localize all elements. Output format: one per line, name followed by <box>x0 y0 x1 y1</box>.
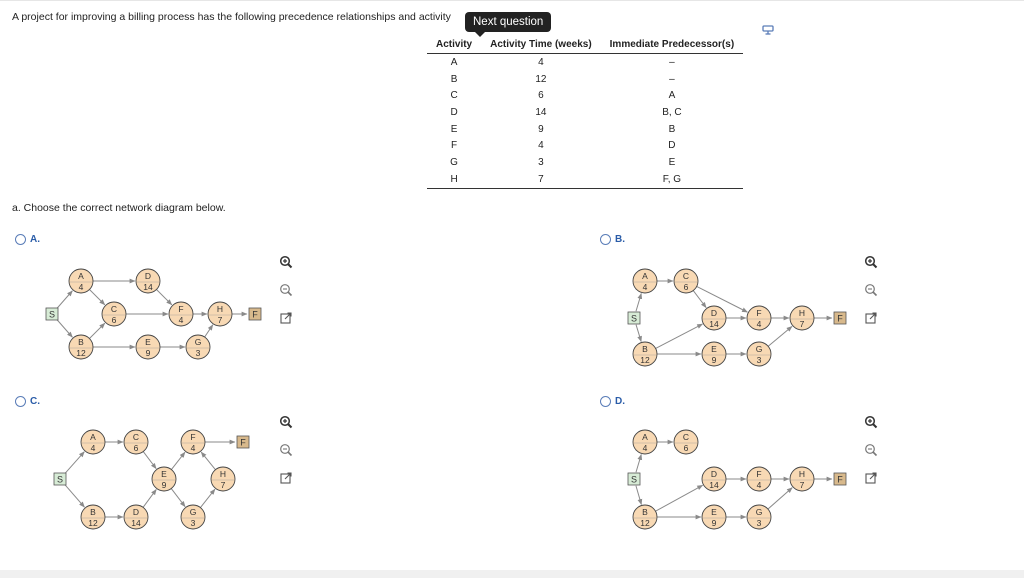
table-cell: 3 <box>538 156 544 168</box>
table-cell: 7 <box>481 171 601 188</box>
arrow-s-b <box>636 486 641 505</box>
zoom-out-icon[interactable] <box>864 443 878 457</box>
zoom-out-icon[interactable] <box>279 443 293 457</box>
start-node-label: S <box>56 474 64 485</box>
node-time-h: 7 <box>799 480 805 490</box>
table-row <box>427 104 743 121</box>
node-time-d: 14 <box>131 518 141 528</box>
column-header: Immediate Predecessor(s) <box>601 37 744 54</box>
node-time-e: 9 <box>711 518 717 528</box>
arrow-s-b <box>57 319 73 337</box>
arrow-c-e <box>143 452 156 469</box>
arrow-e-f <box>171 452 185 469</box>
node-letter-g: G <box>189 507 197 517</box>
start-node-label: S <box>630 474 638 485</box>
node-letter-e: E <box>711 507 717 517</box>
node-time-d: 14 <box>709 319 719 329</box>
network-diagram-c <box>0 415 300 540</box>
table-cell: 14 <box>535 106 547 118</box>
node-time-b: 12 <box>640 518 650 528</box>
node-time-e: 9 <box>711 355 717 365</box>
node-time-a: 4 <box>90 443 96 453</box>
node-time-g: 3 <box>195 348 201 358</box>
table-cell: – <box>669 73 675 85</box>
node-letter-f: F <box>756 469 762 479</box>
start-node-label: S <box>630 313 638 324</box>
table-cell: B <box>450 73 458 85</box>
node-time-b: 12 <box>88 518 98 528</box>
table-row <box>427 87 743 104</box>
open-external-icon[interactable] <box>864 311 878 325</box>
node-time-d: 14 <box>143 282 153 292</box>
menu-icon[interactable] <box>762 24 774 36</box>
node-letter-c: C <box>110 304 118 314</box>
network-diagram-a <box>0 250 300 380</box>
node-letter-g: G <box>755 344 763 354</box>
arrow-g-h <box>768 488 792 509</box>
node-time-g: 3 <box>756 355 762 365</box>
node-letter-b: B <box>642 344 648 354</box>
table-cell: D <box>668 140 676 152</box>
node-letter-h: H <box>219 469 227 479</box>
node-time-f: 4 <box>190 443 196 453</box>
table-cell: D <box>450 106 458 118</box>
zoom-in-icon[interactable] <box>279 415 293 429</box>
question-prompt: A project for improving a billing process has the following precedence relationships and activity <box>12 11 451 23</box>
node-letter-a: A <box>90 432 96 442</box>
diagram-a-tools <box>279 255 295 339</box>
node-letter-c: C <box>132 432 140 442</box>
node-time-h: 7 <box>220 480 226 490</box>
table-cell: G <box>450 156 458 168</box>
node-time-c: 6 <box>683 282 689 292</box>
arrow-d-e <box>143 489 156 507</box>
table-row <box>427 137 743 154</box>
node-time-e: 9 <box>145 348 151 358</box>
diagram-b-tools <box>864 255 880 339</box>
node-letter-a: A <box>78 271 84 281</box>
node-letter-c: C <box>682 271 690 281</box>
arrow-b-d <box>656 485 703 511</box>
arrow-s-a <box>57 291 73 309</box>
table-cell: F <box>451 140 458 152</box>
node-time-h: 7 <box>799 319 805 329</box>
option-c-label: C. <box>30 396 40 407</box>
node-letter-a: A <box>642 271 648 281</box>
option-d-label: D. <box>615 396 625 407</box>
node-letter-g: G <box>194 337 202 347</box>
radio-circle[interactable] <box>15 234 26 245</box>
zoom-out-icon[interactable] <box>279 283 293 297</box>
table-cell: B <box>668 123 676 135</box>
arrow-s-a <box>636 454 641 472</box>
zoom-out-icon[interactable] <box>864 283 878 297</box>
finish-node-label: F <box>252 309 258 320</box>
node-letter-f: F <box>190 432 196 442</box>
table-row <box>427 54 743 71</box>
table-cell: 9 <box>538 123 544 135</box>
column-header: Activity <box>427 37 481 54</box>
network-diagram-b <box>600 250 880 380</box>
node-time-c: 6 <box>683 443 689 453</box>
option-b-label: B. <box>615 234 625 245</box>
diagram-c-tools <box>279 415 295 499</box>
zoom-in-icon[interactable] <box>864 415 878 429</box>
node-time-a: 4 <box>642 282 648 292</box>
top-divider <box>0 0 1024 1</box>
arrow-s-a <box>65 452 85 474</box>
table-cell: 4 <box>538 140 544 152</box>
node-time-g: 3 <box>190 518 196 528</box>
arrow-s-b <box>65 484 85 507</box>
table-row <box>427 154 743 171</box>
arrow-a-c <box>89 289 104 304</box>
arrow-h-f <box>201 452 215 470</box>
node-letter-a: A <box>642 432 648 442</box>
node-letter-e: E <box>161 469 167 479</box>
open-external-icon[interactable] <box>279 471 293 485</box>
node-time-b: 12 <box>76 348 86 358</box>
open-external-icon[interactable] <box>279 311 293 325</box>
node-time-e: 9 <box>161 480 167 490</box>
node-letter-b: B <box>90 507 96 517</box>
radio-circle[interactable] <box>600 234 611 245</box>
table-cell: – <box>669 56 675 68</box>
finish-node-label: F <box>837 313 843 324</box>
node-letter-f: F <box>756 308 762 318</box>
node-letter-h: H <box>798 308 806 318</box>
node-letter-d: D <box>710 308 718 318</box>
node-letter-h: H <box>216 304 224 314</box>
table-cell: F, G <box>601 171 744 188</box>
node-time-b: 12 <box>640 355 650 365</box>
node-time-f: 4 <box>756 319 762 329</box>
node-letter-b: B <box>642 507 648 517</box>
arrow-s-b <box>636 325 641 342</box>
diagram-d-tools <box>864 415 880 499</box>
table-cell: 12 <box>535 73 547 85</box>
arrow-c-d <box>693 291 706 308</box>
node-letter-c: C <box>682 432 690 442</box>
node-letter-d: D <box>710 469 718 479</box>
table-cell: H <box>427 171 481 188</box>
table-cell: A <box>668 90 676 102</box>
node-time-c: 6 <box>111 315 117 325</box>
table-cell: A <box>450 56 458 68</box>
node-time-c: 6 <box>133 443 139 453</box>
node-letter-e: E <box>711 344 717 354</box>
table-row <box>427 121 743 138</box>
arrow-g-h <box>200 489 215 507</box>
open-external-icon[interactable] <box>864 471 878 485</box>
node-time-a: 4 <box>78 282 84 292</box>
node-letter-g: G <box>755 507 763 517</box>
node-letter-b: B <box>78 337 84 347</box>
arrow-d-f <box>156 289 171 304</box>
arrow-g-h <box>205 325 213 337</box>
node-letter-e: E <box>145 337 151 347</box>
node-time-a: 4 <box>642 443 648 453</box>
table-header-row <box>427 37 743 54</box>
table-cell: 6 <box>538 90 544 102</box>
option-c-radio[interactable] <box>15 396 40 407</box>
arrow-c-f <box>697 286 748 312</box>
node-time-g: 3 <box>756 518 762 528</box>
table-row <box>427 171 743 188</box>
node-time-f: 4 <box>756 480 762 490</box>
table-row <box>427 71 743 88</box>
node-letter-d: D <box>144 271 152 281</box>
activity-table <box>427 37 743 189</box>
radio-circle[interactable] <box>600 396 611 407</box>
arrow-b-c <box>89 323 104 338</box>
next-question-tooltip[interactable]: Next question <box>465 12 551 32</box>
option-a-radio[interactable] <box>15 234 40 245</box>
network-diagram-d <box>600 415 880 540</box>
zoom-in-icon[interactable] <box>864 255 878 269</box>
table-cell: B, C <box>662 106 682 118</box>
table-cell: C <box>450 90 458 102</box>
arrow-s-a <box>636 293 641 311</box>
option-d-radio[interactable] <box>600 396 625 407</box>
start-node-label: S <box>48 309 56 320</box>
zoom-in-icon[interactable] <box>279 255 293 269</box>
arrow-g-h <box>768 326 792 346</box>
node-letter-h: H <box>798 469 806 479</box>
option-b-radio[interactable] <box>600 234 625 245</box>
node-letter-f: F <box>178 304 184 314</box>
table-cell: E <box>668 156 676 168</box>
finish-node-label: F <box>837 474 843 485</box>
column-header: Activity Time (weeks) <box>481 37 601 54</box>
node-time-f: 4 <box>178 315 184 325</box>
arrow-b-d <box>656 324 703 348</box>
node-time-h: 7 <box>217 315 223 325</box>
finish-node-label: F <box>240 437 246 448</box>
node-letter-d: D <box>132 507 140 517</box>
page-footer-bar <box>0 570 1024 578</box>
radio-circle[interactable] <box>15 396 26 407</box>
option-a-label: A. <box>30 234 40 245</box>
table-cell: 4 <box>538 56 544 68</box>
arrow-e-g <box>171 489 185 507</box>
node-time-d: 14 <box>709 480 719 490</box>
part-a-question: a. Choose the correct network diagram below. <box>12 202 226 214</box>
table-cell: E <box>450 123 458 135</box>
